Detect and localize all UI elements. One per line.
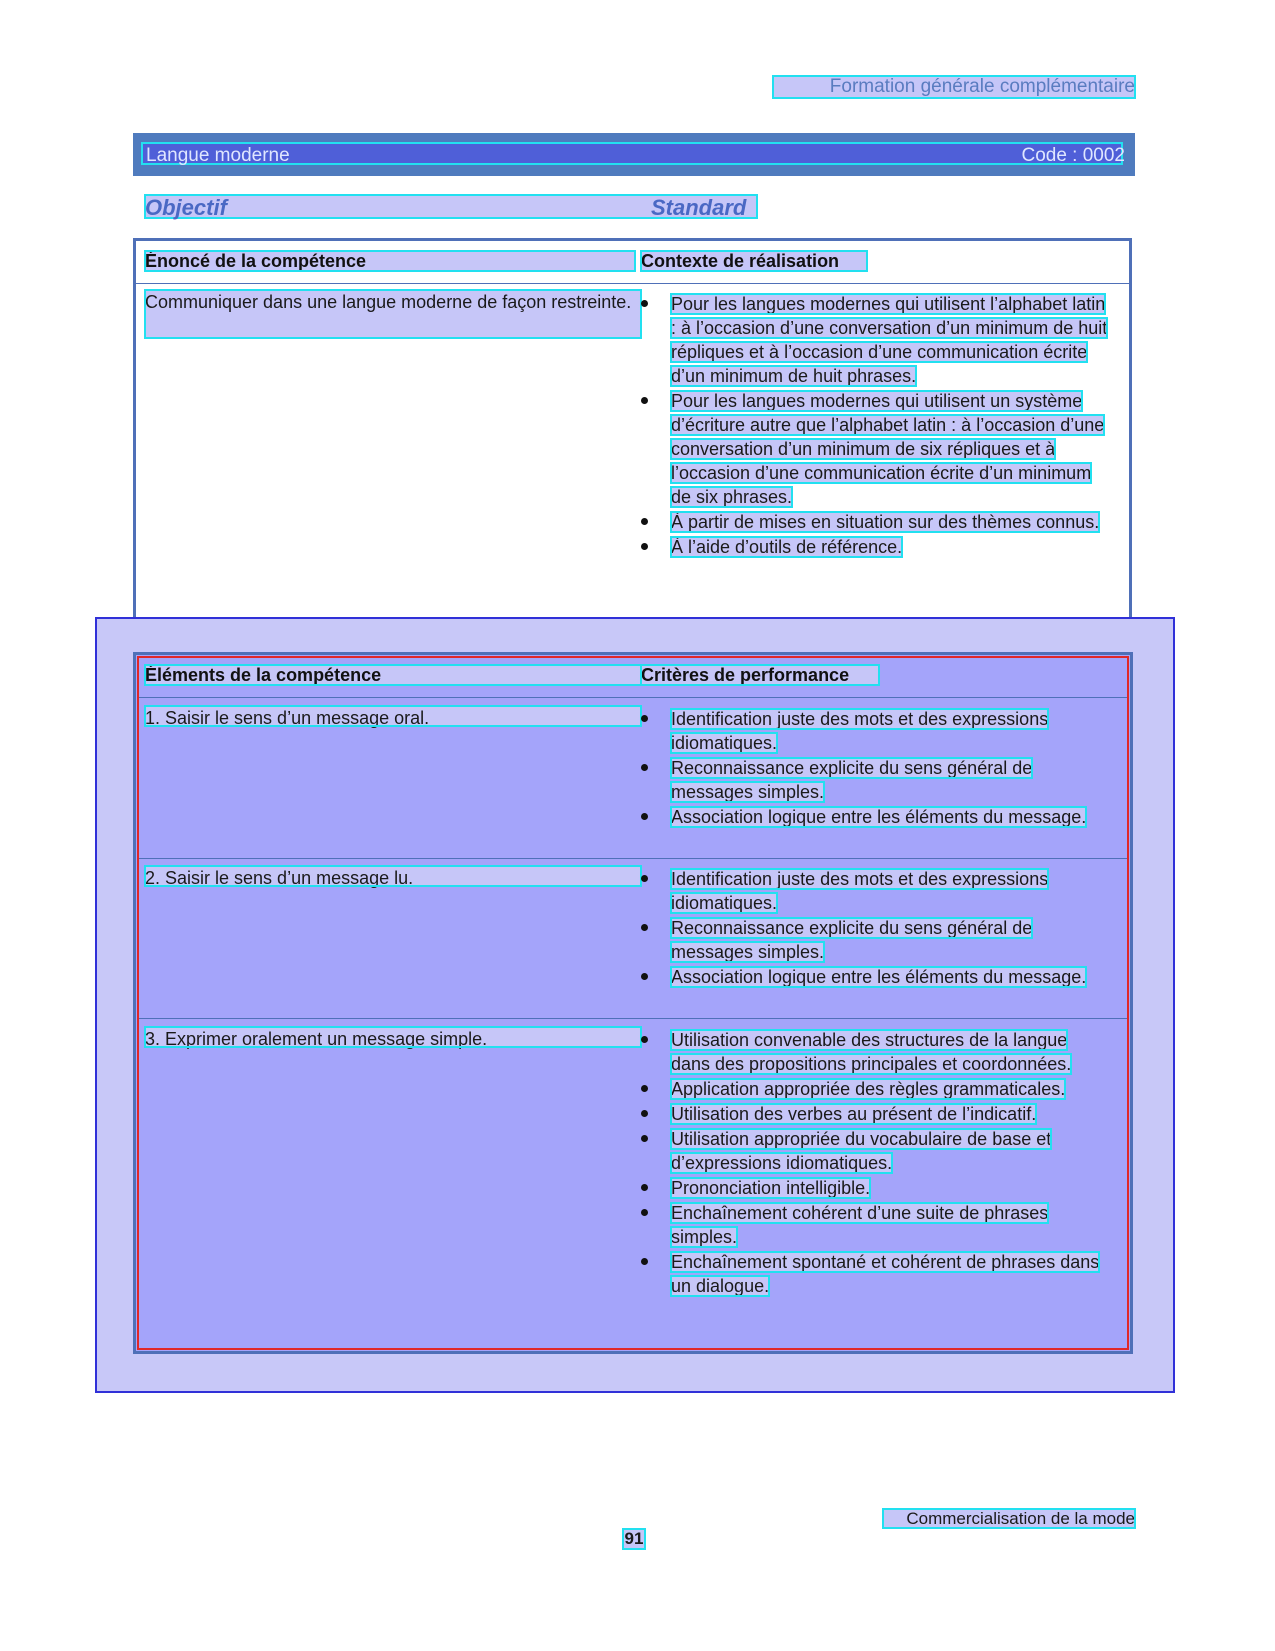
bullet-icon	[641, 1036, 648, 1043]
list-item-text: À l’aide d’outils de référence.	[671, 537, 903, 557]
list-item	[641, 707, 1111, 755]
section-header-title: Formation générale complémentaire	[773, 76, 1135, 98]
standard-label: Standard	[651, 195, 747, 220]
footer-program-name: Commercialisation de la mode	[883, 1509, 1135, 1528]
context-list	[641, 292, 1109, 560]
page-number: 91	[624, 1529, 644, 1548]
list-item-text: Pour les langues modernes qui utilisent un système d’écriture autre que l’alphabet latin : à l’occasion d’une conversation d’un minimum de six répliques et à l’occasion d’une communication écrite d’un minimum de six phrases.	[671, 391, 1105, 507]
course-name: Langue moderne	[146, 145, 290, 166]
bullet-icon	[641, 1110, 648, 1117]
bullet-icon	[641, 924, 648, 931]
bullet-icon	[641, 1258, 648, 1265]
bullet-icon	[641, 1184, 648, 1191]
bullet-icon	[641, 518, 648, 525]
list-item-text: Utilisation des verbes au présent de l’indicatif.	[671, 1104, 1037, 1124]
objective-standard-row	[145, 195, 757, 218]
bullet-icon	[641, 875, 648, 882]
list-item-text: À partir de mises en situation sur des thèmes connus.	[671, 512, 1100, 532]
bullet-icon	[641, 715, 648, 722]
list-item	[641, 916, 1111, 964]
bullet-icon	[641, 1085, 648, 1092]
list-item	[641, 867, 1111, 915]
list-item	[641, 1028, 1111, 1076]
list-item	[641, 535, 1109, 559]
list-item	[641, 292, 1109, 388]
bullet-icon	[641, 973, 648, 980]
list-item-text: Application appropriée des règles grammaticales.	[671, 1079, 1066, 1099]
list-item	[641, 1176, 1111, 1200]
competency-statement: Communiquer dans une langue moderne de façon restreinte.	[145, 290, 641, 338]
list-item-text: Prononciation intelligible.	[671, 1178, 871, 1198]
element-1: 1. Saisir le sens d’un message oral.	[145, 706, 641, 726]
course-code: Code : 0002	[1021, 145, 1125, 166]
list-item-text: Utilisation appropriée du vocabulaire de base et d’expressions idiomatiques.	[671, 1129, 1052, 1173]
bullet-icon	[641, 1209, 648, 1216]
list-item	[641, 510, 1109, 534]
list-item-text: Identification juste des mots et des expressions idiomatiques.	[671, 709, 1049, 753]
list-item	[641, 1201, 1111, 1249]
statement-column-header: Énoncé de la compétence	[145, 251, 635, 271]
list-item	[641, 1250, 1111, 1298]
list-item-text: Enchaînement spontané et cohérent de phrases dans un dialogue.	[671, 1252, 1100, 1296]
bullet-icon	[641, 397, 648, 404]
list-item-text: Utilisation convenable des structures de la langue dans des propositions principales et coordonnées.	[671, 1030, 1072, 1074]
list-item-text: Association logique entre les éléments du message.	[671, 807, 1087, 827]
list-item	[641, 1127, 1111, 1175]
banner-highlight	[143, 144, 1121, 163]
table-header-divider	[136, 283, 1129, 284]
list-item-text: Reconnaissance explicite du sens général de messages simples.	[671, 918, 1033, 962]
list-item	[641, 1102, 1111, 1126]
list-item	[641, 965, 1111, 989]
criteria-column-header: Critères de performance	[641, 665, 879, 685]
bullet-icon	[641, 1135, 648, 1142]
list-item	[641, 1077, 1111, 1101]
bullet-icon	[641, 543, 648, 550]
list-item	[641, 756, 1111, 804]
criteria-list-2	[641, 867, 1111, 990]
element-3: 3. Exprimer oralement un message simple.	[145, 1027, 641, 1047]
list-item	[641, 805, 1111, 829]
list-item-text: Pour les langues modernes qui utilisent l’alphabet latin : à l’occasion d’une conversation d’un minimum de huit répliques et à l’occasion d’une communication écrite d’un minimum de huit phrases.	[671, 294, 1108, 386]
bullet-icon	[641, 300, 648, 307]
objective-label: Objectif	[145, 195, 227, 220]
criteria-list-1	[641, 707, 1111, 830]
context-column-header: Contexte de réalisation	[641, 251, 867, 271]
list-item-text: Identification juste des mots et des expressions idiomatiques.	[671, 869, 1049, 913]
list-item-text: Association logique entre les éléments du message.	[671, 967, 1087, 987]
element-2: 2. Saisir le sens d’un message lu.	[145, 866, 641, 886]
list-item-text: Enchaînement cohérent d’une suite de phrases simples.	[671, 1203, 1049, 1247]
bullet-icon	[641, 764, 648, 771]
list-item-text: Reconnaissance explicite du sens général de messages simples.	[671, 758, 1033, 802]
criteria-list-3	[641, 1028, 1111, 1299]
elements-column-header: Éléments de la compétence	[145, 665, 641, 685]
bullet-icon	[641, 813, 648, 820]
list-item	[641, 389, 1109, 509]
